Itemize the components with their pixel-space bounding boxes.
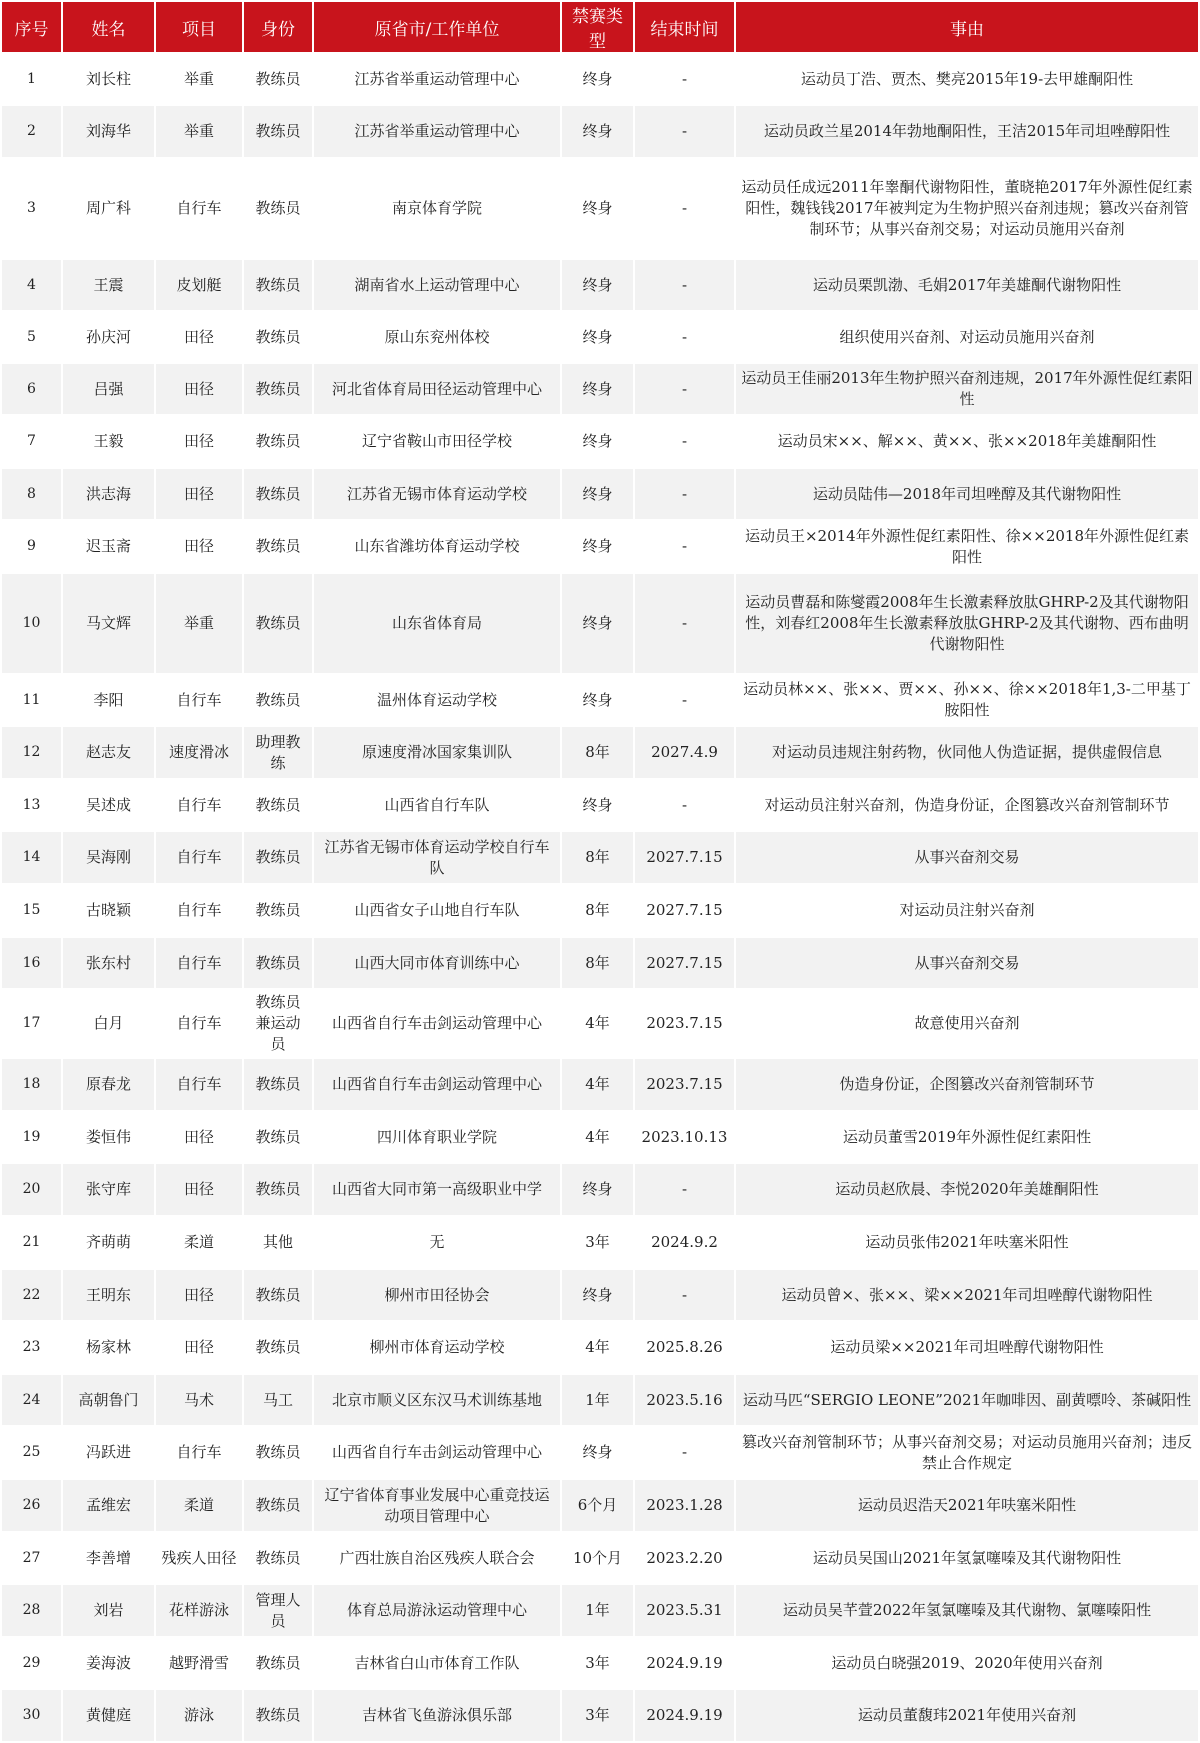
cell-ban-type: 6个月 <box>562 1480 633 1531</box>
cell-no: 10 <box>2 574 61 673</box>
cell-name: 齐萌萌 <box>63 1217 154 1268</box>
cell-unit: 山西省女子山地自行车队 <box>314 885 560 936</box>
cell-end-time: 2023.1.28 <box>635 1480 734 1531</box>
cell-name: 黄健庭 <box>63 1690 154 1741</box>
table-row <box>2 1270 1198 1320</box>
table-row <box>2 54 1198 104</box>
cell-sport: 田径 <box>156 364 242 414</box>
header-ban-type: 禁赛类型 <box>562 2 633 52</box>
cell-no: 21 <box>2 1217 61 1268</box>
cell-end-time: 2024.9.2 <box>635 1217 734 1268</box>
cell-no: 22 <box>2 1270 61 1320</box>
cell-name: 周广科 <box>63 159 154 258</box>
cell-no: 13 <box>2 780 61 830</box>
cell-role: 教练员 <box>244 521 312 572</box>
cell-ban-type: 终身 <box>562 416 633 467</box>
cell-sport: 田径 <box>156 416 242 467</box>
table-row <box>2 364 1198 414</box>
cell-ban-type: 终身 <box>562 521 633 572</box>
cell-ban-type: 1年 <box>562 1375 633 1425</box>
cell-unit: 无 <box>314 1217 560 1268</box>
cell-sport: 自行车 <box>156 832 242 883</box>
cell-end-time: - <box>635 416 734 467</box>
cell-unit: 山西省大同市第一高级职业中学 <box>314 1164 560 1215</box>
cell-unit: 四川体育职业学院 <box>314 1112 560 1162</box>
cell-reason: 运动员丁浩、贾杰、樊亮2015年19-去甲雄酮阳性 <box>736 54 1198 104</box>
cell-role: 教练员 <box>244 780 312 830</box>
cell-ban-type: 3年 <box>562 1217 633 1268</box>
cell-sport: 自行车 <box>156 675 242 725</box>
cell-unit: 河北省体育局田径运动管理中心 <box>314 364 560 414</box>
cell-name: 冯跃进 <box>63 1427 154 1478</box>
cell-end-time: 2024.9.19 <box>635 1690 734 1741</box>
cell-role: 教练员 <box>244 260 312 310</box>
cell-name: 原春龙 <box>63 1059 154 1110</box>
cell-reason: 运动员曾×、张××、梁××2021年司坦唑醇代谢物阳性 <box>736 1270 1198 1320</box>
cell-no: 9 <box>2 521 61 572</box>
cell-name: 姜海波 <box>63 1638 154 1688</box>
cell-unit: 吉林省白山市体育工作队 <box>314 1638 560 1688</box>
cell-reason: 运动员政兰星2014年勃地酮阳性，王洁2015年司坦唑醇阳性 <box>736 106 1198 157</box>
cell-sport: 举重 <box>156 106 242 157</box>
cell-sport: 自行车 <box>156 1427 242 1478</box>
cell-end-time: - <box>635 469 734 519</box>
cell-role: 其他 <box>244 1217 312 1268</box>
cell-unit: 山东省体育局 <box>314 574 560 673</box>
cell-reason: 运动员林××、张××、贾××、孙××、徐××2018年1,3-二甲基丁胺阳性 <box>736 675 1198 725</box>
table-row <box>2 832 1198 883</box>
table-row <box>2 1059 1198 1110</box>
cell-end-time: - <box>635 54 734 104</box>
cell-unit: 辽宁省鞍山市田径学校 <box>314 416 560 467</box>
cell-end-time: 2027.4.9 <box>635 727 734 778</box>
cell-unit: 山东省潍坊体育运动学校 <box>314 521 560 572</box>
cell-role: 教练员 <box>244 159 312 258</box>
table-row <box>2 1375 1198 1425</box>
cell-sport: 田径 <box>156 1164 242 1215</box>
cell-no: 18 <box>2 1059 61 1110</box>
cell-name: 王明东 <box>63 1270 154 1320</box>
cell-reason: 运动员宋××、解××、黄××、张××2018年美雄酮阳性 <box>736 416 1198 467</box>
cell-name: 赵志友 <box>63 727 154 778</box>
table-row <box>2 1585 1198 1636</box>
cell-role: 教练员 <box>244 938 312 988</box>
cell-unit: 原山东兖州体校 <box>314 312 560 362</box>
cell-role: 教练员 <box>244 1480 312 1531</box>
cell-reason: 运动员吴芊萱2022年氢氯噻嗪及其代谢物、氯噻嗪阳性 <box>736 1585 1198 1636</box>
cell-reason: 运动员王佳丽2013年生物护照兴奋剂违规，2017年外源性促红素阳性 <box>736 364 1198 414</box>
cell-role: 教练员 <box>244 1270 312 1320</box>
cell-no: 3 <box>2 159 61 258</box>
cell-name: 刘岩 <box>63 1585 154 1636</box>
cell-role: 教练员 <box>244 1322 312 1373</box>
table-row <box>2 1217 1198 1268</box>
cell-reason: 运动员董雪2019年外源性促红素阳性 <box>736 1112 1198 1162</box>
cell-sport: 田径 <box>156 1112 242 1162</box>
cell-no: 14 <box>2 832 61 883</box>
cell-no: 25 <box>2 1427 61 1478</box>
cell-end-time: 2024.9.19 <box>635 1638 734 1688</box>
cell-ban-type: 4年 <box>562 1322 633 1373</box>
cell-end-time: 2027.7.15 <box>635 832 734 883</box>
cell-unit: 吉林省飞鱼游泳俱乐部 <box>314 1690 560 1741</box>
cell-reason: 运动马匹“SERGIO LEONE”2021年咖啡因、副黄嘌呤、茶碱阳性 <box>736 1375 1198 1425</box>
cell-no: 29 <box>2 1638 61 1688</box>
table-row <box>2 938 1198 988</box>
cell-name: 张守库 <box>63 1164 154 1215</box>
cell-sport: 自行车 <box>156 885 242 936</box>
table-row <box>2 1690 1198 1741</box>
cell-no: 12 <box>2 727 61 778</box>
table-row <box>2 159 1198 258</box>
table-row <box>2 574 1198 673</box>
cell-sport: 田径 <box>156 521 242 572</box>
cell-role: 教练员 <box>244 1427 312 1478</box>
cell-ban-type: 4年 <box>562 1112 633 1162</box>
cell-name: 吴述成 <box>63 780 154 830</box>
cell-reason: 运动员张伟2021年呋塞米阳性 <box>736 1217 1198 1268</box>
cell-reason: 运动员赵欣晨、李悦2020年美雄酮阳性 <box>736 1164 1198 1215</box>
table-row <box>2 106 1198 157</box>
cell-sport: 柔道 <box>156 1217 242 1268</box>
cell-role: 教练员 <box>244 469 312 519</box>
cell-sport: 自行车 <box>156 780 242 830</box>
cell-unit: 柳州市体育运动学校 <box>314 1322 560 1373</box>
cell-sport: 马术 <box>156 1375 242 1425</box>
cell-sport: 田径 <box>156 1270 242 1320</box>
cell-sport: 皮划艇 <box>156 260 242 310</box>
cell-name: 李善增 <box>63 1533 154 1583</box>
header-reason: 事由 <box>736 2 1198 52</box>
cell-ban-type: 终身 <box>562 159 633 258</box>
cell-unit: 山西省自行车击剑运动管理中心 <box>314 1427 560 1478</box>
cell-unit: 山西省自行车击剑运动管理中心 <box>314 990 560 1057</box>
cell-name: 迟玉斋 <box>63 521 154 572</box>
table-row <box>2 312 1198 362</box>
cell-name: 白月 <box>63 990 154 1057</box>
cell-name: 杨家林 <box>63 1322 154 1373</box>
cell-sport: 田径 <box>156 469 242 519</box>
cell-role: 助理教练 <box>244 727 312 778</box>
table-row <box>2 1638 1198 1688</box>
header-sport: 项目 <box>156 2 242 52</box>
cell-end-time: 2025.8.26 <box>635 1322 734 1373</box>
cell-sport: 游泳 <box>156 1690 242 1741</box>
table-row <box>2 1480 1198 1531</box>
cell-reason: 篡改兴奋剂管制环节；从事兴奋剂交易；对运动员施用兴奋剂；违反禁止合作规定 <box>736 1427 1198 1478</box>
cell-sport: 花样游泳 <box>156 1585 242 1636</box>
cell-no: 27 <box>2 1533 61 1583</box>
table-row <box>2 416 1198 467</box>
cell-ban-type: 1年 <box>562 1585 633 1636</box>
cell-end-time: 2023.2.20 <box>635 1533 734 1583</box>
cell-role: 教练员 <box>244 885 312 936</box>
cell-end-time: - <box>635 312 734 362</box>
cell-no: 7 <box>2 416 61 467</box>
cell-role: 教练员 <box>244 675 312 725</box>
cell-role: 马工 <box>244 1375 312 1425</box>
cell-reason: 运动员梁××2021年司坦唑醇代谢物阳性 <box>736 1322 1198 1373</box>
cell-sport: 举重 <box>156 574 242 673</box>
cell-no: 17 <box>2 990 61 1057</box>
cell-name: 洪志海 <box>63 469 154 519</box>
header-role: 身份 <box>244 2 312 52</box>
cell-ban-type: 终身 <box>562 469 633 519</box>
header-unit: 原省市/工作单位 <box>314 2 560 52</box>
cell-no: 6 <box>2 364 61 414</box>
cell-name: 高朝鲁门 <box>63 1375 154 1425</box>
table-row <box>2 1164 1198 1215</box>
cell-role: 教练员 <box>244 1059 312 1110</box>
cell-name: 刘海华 <box>63 106 154 157</box>
cell-role: 教练员 <box>244 1533 312 1583</box>
cell-name: 吕强 <box>63 364 154 414</box>
table-row <box>2 1427 1198 1478</box>
cell-unit: 山西大同市体育训练中心 <box>314 938 560 988</box>
cell-end-time: - <box>635 106 734 157</box>
cell-end-time: 2023.7.15 <box>635 990 734 1057</box>
cell-name: 王毅 <box>63 416 154 467</box>
cell-name: 吴海刚 <box>63 832 154 883</box>
cell-sport: 自行车 <box>156 1059 242 1110</box>
cell-reason: 运动员董馥玮2021年使用兴奋剂 <box>736 1690 1198 1741</box>
cell-ban-type: 终身 <box>562 675 633 725</box>
cell-unit: 柳州市田径协会 <box>314 1270 560 1320</box>
table-header-row <box>2 2 1198 52</box>
cell-unit: 江苏省无锡市体育运动学校自行车队 <box>314 832 560 883</box>
cell-ban-type: 终身 <box>562 780 633 830</box>
cell-sport: 田径 <box>156 312 242 362</box>
cell-role: 教练员 <box>244 106 312 157</box>
cell-reason: 运动员迟浩天2021年呋塞米阳性 <box>736 1480 1198 1531</box>
cell-sport: 速度滑冰 <box>156 727 242 778</box>
cell-end-time: - <box>635 780 734 830</box>
cell-name: 李阳 <box>63 675 154 725</box>
cell-end-time: - <box>635 364 734 414</box>
cell-role: 教练员 <box>244 832 312 883</box>
cell-end-time: - <box>635 574 734 673</box>
cell-no: 24 <box>2 1375 61 1425</box>
table-row <box>2 1533 1198 1583</box>
cell-ban-type: 终身 <box>562 54 633 104</box>
cell-no: 11 <box>2 675 61 725</box>
cell-sport: 自行车 <box>156 990 242 1057</box>
table-row <box>2 727 1198 778</box>
cell-end-time: - <box>635 260 734 310</box>
cell-name: 孙庆河 <box>63 312 154 362</box>
cell-reason: 对运动员注射兴奋剂 <box>736 885 1198 936</box>
cell-reason: 伪造身份证，企图篡改兴奋剂管制环节 <box>736 1059 1198 1110</box>
cell-end-time: - <box>635 159 734 258</box>
cell-end-time: 2027.7.15 <box>635 938 734 988</box>
cell-ban-type: 终身 <box>562 106 633 157</box>
cell-no: 1 <box>2 54 61 104</box>
cell-role: 教练员 <box>244 1164 312 1215</box>
cell-end-time: 2027.7.15 <box>635 885 734 936</box>
cell-sport: 自行车 <box>156 938 242 988</box>
cell-reason: 从事兴奋剂交易 <box>736 938 1198 988</box>
cell-sport: 越野滑雪 <box>156 1638 242 1688</box>
cell-reason: 运动员任成远2011年睾酮代谢物阳性，董晓艳2017年外源性促红素阳性，魏钱钱2017年被判定为生物护照兴奋剂违规；篡改兴奋剂管制环节；从事兴奋剂交易；对运动员施用兴奋剂 <box>736 159 1198 258</box>
cell-no: 4 <box>2 260 61 310</box>
table-row <box>2 469 1198 519</box>
cell-reason: 故意使用兴奋剂 <box>736 990 1198 1057</box>
cell-end-time: 2023.5.31 <box>635 1585 734 1636</box>
header-end-time: 结束时间 <box>635 2 734 52</box>
cell-ban-type: 10个月 <box>562 1533 633 1583</box>
cell-sport: 举重 <box>156 54 242 104</box>
cell-unit: 山西省自行车队 <box>314 780 560 830</box>
cell-unit: 体育总局游泳运动管理中心 <box>314 1585 560 1636</box>
cell-sport: 田径 <box>156 1322 242 1373</box>
cell-name: 王震 <box>63 260 154 310</box>
cell-ban-type: 终身 <box>562 1427 633 1478</box>
cell-role: 教练员 <box>244 1112 312 1162</box>
cell-role: 教练员 <box>244 1638 312 1688</box>
cell-reason: 运动员王×2014年外源性促红素阳性、徐××2018年外源性促红素阳性 <box>736 521 1198 572</box>
cell-reason: 从事兴奋剂交易 <box>736 832 1198 883</box>
cell-ban-type: 4年 <box>562 1059 633 1110</box>
cell-reason: 组织使用兴奋剂、对运动员施用兴奋剂 <box>736 312 1198 362</box>
cell-ban-type: 终身 <box>562 574 633 673</box>
cell-unit: 温州体育运动学校 <box>314 675 560 725</box>
cell-role: 教练员 <box>244 1690 312 1741</box>
header-name: 姓名 <box>63 2 154 52</box>
cell-unit: 江苏省举重运动管理中心 <box>314 106 560 157</box>
cell-end-time: - <box>635 1164 734 1215</box>
cell-role: 教练员 <box>244 416 312 467</box>
cell-no: 20 <box>2 1164 61 1215</box>
cell-reason: 运动员白晓强2019、2020年使用兴奋剂 <box>736 1638 1198 1688</box>
cell-reason: 运动员陆伟—2018年司坦唑醇及其代谢物阳性 <box>736 469 1198 519</box>
cell-name: 刘长柱 <box>63 54 154 104</box>
cell-sport: 自行车 <box>156 159 242 258</box>
cell-ban-type: 终身 <box>562 260 633 310</box>
cell-role: 教练员 <box>244 574 312 673</box>
cell-reason: 对运动员违规注射药物，伙同他人伪造证据，提供虚假信息 <box>736 727 1198 778</box>
cell-role: 管理人员 <box>244 1585 312 1636</box>
cell-name: 马文辉 <box>63 574 154 673</box>
cell-ban-type: 终身 <box>562 364 633 414</box>
cell-ban-type: 8年 <box>562 938 633 988</box>
cell-no: 19 <box>2 1112 61 1162</box>
table-row <box>2 675 1198 725</box>
cell-no: 26 <box>2 1480 61 1531</box>
cell-ban-type: 3年 <box>562 1638 633 1688</box>
table-row <box>2 990 1198 1057</box>
cell-end-time: - <box>635 1427 734 1478</box>
cell-role: 教练员 <box>244 54 312 104</box>
table-row <box>2 1112 1198 1162</box>
cell-sport: 柔道 <box>156 1480 242 1531</box>
cell-unit: 湖南省水上运动管理中心 <box>314 260 560 310</box>
cell-unit: 原速度滑冰国家集训队 <box>314 727 560 778</box>
cell-end-time: 2023.10.13 <box>635 1112 734 1162</box>
cell-end-time: - <box>635 675 734 725</box>
table-row <box>2 780 1198 830</box>
cell-ban-type: 终身 <box>562 312 633 362</box>
cell-ban-type: 3年 <box>562 1690 633 1741</box>
cell-unit: 广西壮族自治区残疾人联合会 <box>314 1533 560 1583</box>
header-no: 序号 <box>2 2 61 52</box>
cell-no: 23 <box>2 1322 61 1373</box>
cell-end-time: 2023.7.15 <box>635 1059 734 1110</box>
cell-unit: 南京体育学院 <box>314 159 560 258</box>
cell-end-time: - <box>635 1270 734 1320</box>
cell-role: 教练员 <box>244 312 312 362</box>
table-row <box>2 260 1198 310</box>
cell-ban-type: 终身 <box>562 1164 633 1215</box>
cell-ban-type: 8年 <box>562 832 633 883</box>
cell-reason: 运动员曹磊和陈燮霞2008年生长激素释放肽GHRP-2及其代谢物阳性，刘春红2008年生长激素释放肽GHRP-2及其代谢物、西布曲明代谢物阳性 <box>736 574 1198 673</box>
cell-end-time: 2023.5.16 <box>635 1375 734 1425</box>
cell-unit: 江苏省举重运动管理中心 <box>314 54 560 104</box>
cell-name: 娄恒伟 <box>63 1112 154 1162</box>
cell-reason: 对运动员注射兴奋剂，伪造身份证，企图篡改兴奋剂管制环节 <box>736 780 1198 830</box>
table-row <box>2 885 1198 936</box>
cell-unit: 江苏省无锡市体育运动学校 <box>314 469 560 519</box>
cell-no: 8 <box>2 469 61 519</box>
table-row <box>2 1322 1198 1373</box>
cell-name: 孟维宏 <box>63 1480 154 1531</box>
cell-ban-type: 8年 <box>562 727 633 778</box>
cell-ban-type: 8年 <box>562 885 633 936</box>
cell-name: 张东村 <box>63 938 154 988</box>
cell-name: 古晓颖 <box>63 885 154 936</box>
cell-no: 30 <box>2 1690 61 1741</box>
cell-no: 2 <box>2 106 61 157</box>
cell-unit: 山西省自行车击剑运动管理中心 <box>314 1059 560 1110</box>
cell-reason: 运动员吴国山2021年氢氯噻嗪及其代谢物阳性 <box>736 1533 1198 1583</box>
cell-role: 教练员 <box>244 364 312 414</box>
cell-ban-type: 终身 <box>562 1270 633 1320</box>
cell-end-time: - <box>635 521 734 572</box>
cell-ban-type: 4年 <box>562 990 633 1057</box>
cell-unit: 辽宁省体育事业发展中心重竞技运动项目管理中心 <box>314 1480 560 1531</box>
cell-no: 28 <box>2 1585 61 1636</box>
table-row <box>2 521 1198 572</box>
cell-unit: 北京市顺义区东汉马术训练基地 <box>314 1375 560 1425</box>
cell-sport: 残疾人田径 <box>156 1533 242 1583</box>
cell-role: 教练员兼运动员 <box>244 990 312 1057</box>
cell-no: 16 <box>2 938 61 988</box>
cell-no: 15 <box>2 885 61 936</box>
cell-no: 5 <box>2 312 61 362</box>
cell-reason: 运动员栗凯渤、毛娟2017年美雄酮代谢物阳性 <box>736 260 1198 310</box>
